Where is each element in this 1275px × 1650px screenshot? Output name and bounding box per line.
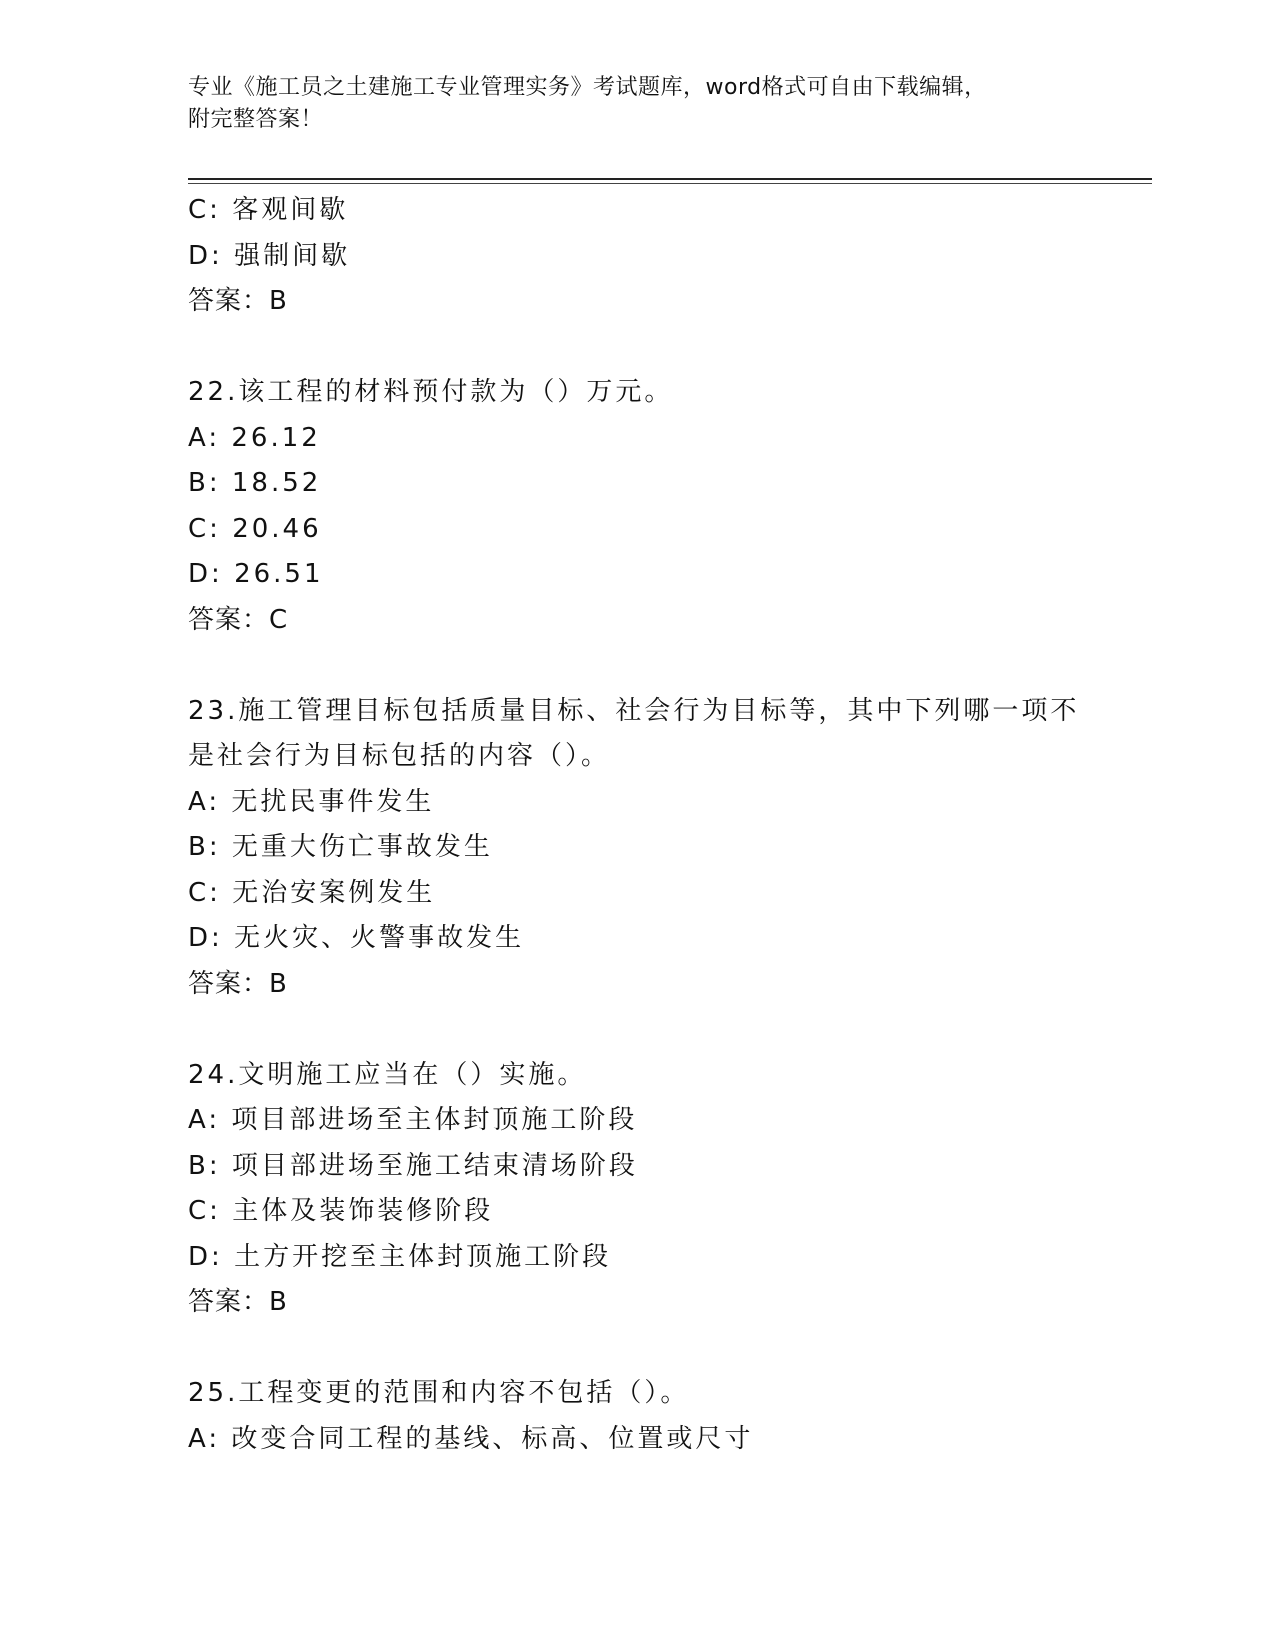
option-a: A: 项目部进场至主体封顶施工阶段 <box>188 1105 638 1135</box>
question-block-22 <box>188 370 1152 643</box>
question-block-23 <box>188 689 1152 1008</box>
question-text: 22.该工程的材料预付款为（）万元。 <box>188 377 674 407</box>
option-d: D: 26.51 <box>188 559 324 589</box>
header-divider-thin <box>188 183 1152 184</box>
answer-line: 答案：B <box>188 968 288 999</box>
header-divider-thick <box>188 178 1152 180</box>
option-c: C: 无治安案例发生 <box>188 877 436 908</box>
option-a: A: 改变合同工程的基线、标高、位置或尺寸 <box>188 1423 754 1454</box>
option-a: A: 26.12 <box>188 422 321 453</box>
option-b: B: 项目部进场至施工结束清场阶段 <box>188 1150 638 1181</box>
header-line-2: 附完整答案！ <box>188 107 324 132</box>
option-c: C: 20.46 <box>188 513 322 544</box>
question-text: 23.施工管理目标包括质量目标、社会行为目标等，其中下列哪一项不 <box>188 695 1080 726</box>
option-c: C: 客观间歇 <box>188 195 349 225</box>
question-text-continued: 是社会行为目标包括的内容（）。 <box>188 741 611 771</box>
question-text: 24.文明施工应当在（）实施。 <box>188 1059 587 1090</box>
option-d: D: 无火灾、火警事故发生 <box>188 923 525 953</box>
option-d: D: 土方开挖至主体封顶施工阶段 <box>188 1241 612 1272</box>
question-list <box>188 188 1152 1462</box>
question-text: 25.工程变更的范围和内容不包括（）。 <box>188 1378 690 1408</box>
option-b: B: 18.52 <box>188 468 322 498</box>
answer-line: 答案：B <box>188 1287 288 1317</box>
option-a: A: 无扰民事件发生 <box>188 786 435 817</box>
answer-line: 答案：B <box>188 286 288 316</box>
question-block-prev <box>188 188 1152 325</box>
document-header <box>188 72 1088 136</box>
option-b: B: 无重大伤亡事故发生 <box>188 832 493 862</box>
question-block-24 <box>188 1053 1152 1326</box>
option-c: C: 主体及装饰装修阶段 <box>188 1196 494 1226</box>
option-d: D: 强制间歇 <box>188 240 351 271</box>
header-line-1: 专业《施工员之土建施工专业管理实务》考试题库，word格式可自由下载编辑， <box>188 75 987 100</box>
question-block-25 <box>188 1371 1152 1462</box>
answer-line: 答案：C <box>188 604 289 635</box>
